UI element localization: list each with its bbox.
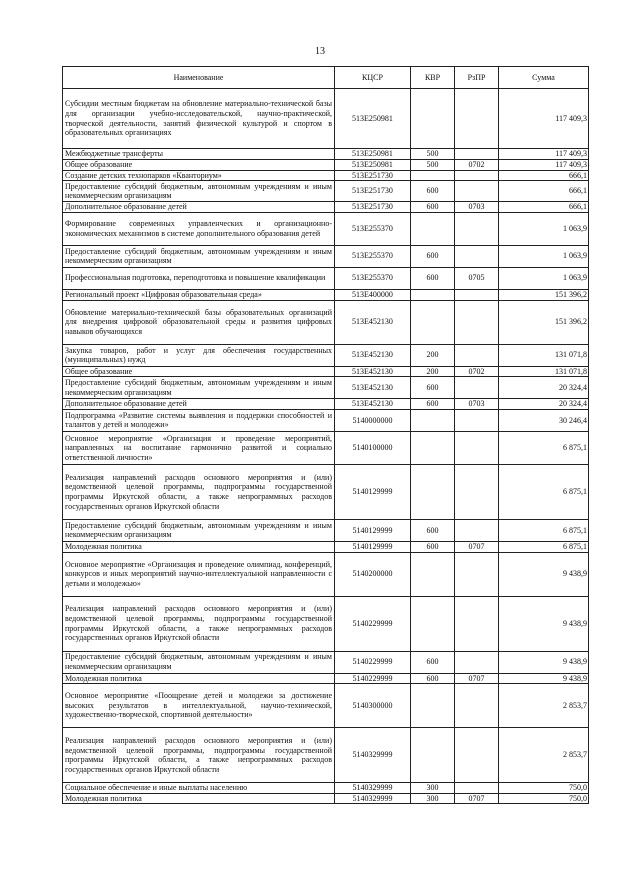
cell-rzpr: 0702 (455, 160, 499, 171)
table-row (63, 181, 589, 202)
table-row (63, 464, 589, 519)
header-kvr: КВР (411, 67, 455, 89)
cell-kcsr: 5140329999 (335, 793, 411, 804)
cell-rzpr (455, 149, 499, 160)
cell-kcsr: 5140129999 (335, 541, 411, 552)
cell-rzpr (455, 651, 499, 673)
cell-sum: 30 246,4 (499, 409, 589, 431)
cell-kvr (411, 289, 455, 300)
cell-name: Предоставление субсидий бюджетным, автономным учреждениям и иным некоммерческим организациям (63, 519, 335, 541)
cell-sum: 9 438,9 (499, 673, 589, 684)
cell-name: Основное мероприятие «Поощрение детей и молодежи за достижение высоких результатов в интеллектуальной, научно-технической, художественно-творческой, спортивной деятельности» (63, 684, 335, 728)
header-rzpr: РзПР (455, 67, 499, 89)
cell-rzpr: 0703 (455, 399, 499, 410)
table-row (63, 89, 589, 149)
cell-sum: 131 071,8 (499, 344, 589, 366)
table-row (63, 541, 589, 552)
cell-name: Молодежная политика (63, 673, 335, 684)
cell-name: Молодежная политика (63, 541, 335, 552)
cell-kvr (411, 728, 455, 783)
cell-kvr: 600 (411, 202, 455, 213)
cell-kcsr: 513Е452130 (335, 366, 411, 377)
cell-kvr (411, 431, 455, 464)
cell-rzpr (455, 212, 499, 245)
cell-kcsr: 513Е251730 (335, 170, 411, 181)
header-sum: Сумма (499, 67, 589, 89)
header-name: Наименование (63, 67, 335, 89)
cell-kcsr: 5140229999 (335, 651, 411, 673)
cell-sum: 20 324,4 (499, 377, 589, 399)
cell-name: Региональный проект «Цифровая образовательная среда» (63, 289, 335, 300)
cell-kvr: 200 (411, 344, 455, 366)
cell-kcsr: 5140129999 (335, 464, 411, 519)
table-row (63, 377, 589, 399)
table-row (63, 684, 589, 728)
cell-sum: 1 063,9 (499, 245, 589, 267)
cell-name: Реализация направлений расходов основного мероприятия и (или) ведомственной целевой программы, подпрограммы государственной программы Иркутской области, а также непрограммных расходов государственных органов Иркутской области (63, 464, 335, 519)
cell-kvr: 600 (411, 181, 455, 202)
cell-kcsr: 5140229999 (335, 673, 411, 684)
cell-sum: 6 875,1 (499, 519, 589, 541)
budget-table (62, 66, 589, 804)
cell-sum: 9 438,9 (499, 651, 589, 673)
table-row (63, 366, 589, 377)
cell-kvr (411, 596, 455, 651)
cell-name: Реализация направлений расходов основного мероприятия и (или) ведомственной целевой программы, подпрограммы государственной программы Иркутской области, а также непрограммных расходов государственных органов Иркутской области (63, 596, 335, 651)
cell-rzpr (455, 289, 499, 300)
cell-sum: 1 063,9 (499, 212, 589, 245)
table-row (63, 149, 589, 160)
table-row (63, 300, 589, 344)
table-row (63, 728, 589, 783)
cell-kcsr: 5140000000 (335, 409, 411, 431)
cell-rzpr (455, 596, 499, 651)
table-row (63, 399, 589, 410)
cell-sum: 151 396,2 (499, 300, 589, 344)
cell-sum: 6 875,1 (499, 464, 589, 519)
cell-rzpr: 0707 (455, 673, 499, 684)
cell-kvr (411, 212, 455, 245)
cell-kcsr: 513Е452130 (335, 399, 411, 410)
cell-name: Молодежная политика (63, 793, 335, 804)
cell-kcsr: 5140329999 (335, 783, 411, 794)
table-row (63, 783, 589, 794)
cell-name: Межбюджетные трансферты (63, 149, 335, 160)
cell-kvr: 600 (411, 245, 455, 267)
cell-sum: 2 853,7 (499, 728, 589, 783)
table-row (63, 245, 589, 267)
cell-name: Предоставление субсидий бюджетным, автономным учреждениям и иным некоммерческим организациям (63, 181, 335, 202)
cell-kvr (411, 684, 455, 728)
cell-kcsr: 5140129999 (335, 519, 411, 541)
cell-kvr: 200 (411, 366, 455, 377)
cell-rzpr (455, 684, 499, 728)
cell-sum: 666,1 (499, 170, 589, 181)
cell-kvr (411, 552, 455, 596)
cell-kcsr: 513Е251730 (335, 202, 411, 213)
table-row (63, 673, 589, 684)
cell-name: Предоставление субсидий бюджетным, автономным учреждениям и иным некоммерческим организациям (63, 245, 335, 267)
header-kcsr: КЦСР (335, 67, 411, 89)
cell-kvr: 600 (411, 519, 455, 541)
cell-sum: 20 324,4 (499, 399, 589, 410)
table-row (63, 170, 589, 181)
cell-kcsr: 513Е250981 (335, 89, 411, 149)
table-row (63, 651, 589, 673)
table-header-row (63, 67, 589, 89)
table-row (63, 552, 589, 596)
table-row (63, 431, 589, 464)
cell-rzpr (455, 783, 499, 794)
cell-kvr (411, 89, 455, 149)
cell-name: Общее образование (63, 160, 335, 171)
cell-rzpr: 0705 (455, 267, 499, 289)
table-row (63, 793, 589, 804)
cell-name: Основное мероприятие «Организация и проведение олимпиад, конференций, конкурсов и иных мероприятий научно-интеллектуальной направленности с детьми и молодежью» (63, 552, 335, 596)
cell-name: Субсидии местным бюджетам на обновление материально-технической базы для организации учебно-исследовательской, научно-практической, творческой деятельности, занятий физической культурой и спортом в образовательных организациях (63, 89, 335, 149)
cell-kvr: 600 (411, 673, 455, 684)
cell-rzpr (455, 409, 499, 431)
cell-rzpr (455, 519, 499, 541)
cell-rzpr (455, 170, 499, 181)
table-row (63, 212, 589, 245)
cell-name: Социальное обеспечение и иные выплаты населению (63, 783, 335, 794)
cell-name: Профессиональная подготовка, переподготовка и повышение квалификации (63, 267, 335, 289)
cell-sum: 117 409,3 (499, 149, 589, 160)
cell-name: Обновление материально-технической базы образовательных организаций для внедрения цифровой образовательной среды и развития цифровых навыков обучающихся (63, 300, 335, 344)
cell-kvr (411, 300, 455, 344)
cell-kcsr: 513Е400000 (335, 289, 411, 300)
cell-kcsr: 513Е255370 (335, 267, 411, 289)
cell-rzpr (455, 300, 499, 344)
table-row (63, 519, 589, 541)
cell-rzpr (455, 377, 499, 399)
table-row (63, 596, 589, 651)
cell-kcsr: 513Е251730 (335, 181, 411, 202)
table-body (63, 89, 589, 804)
cell-kvr: 600 (411, 651, 455, 673)
cell-sum: 117 409,3 (499, 160, 589, 171)
cell-rzpr: 0707 (455, 541, 499, 552)
cell-kcsr: 513Е452130 (335, 300, 411, 344)
cell-sum: 9 438,9 (499, 596, 589, 651)
cell-sum: 1 063,9 (499, 267, 589, 289)
cell-sum: 151 396,2 (499, 289, 589, 300)
cell-kcsr: 5140100000 (335, 431, 411, 464)
cell-kvr (411, 170, 455, 181)
cell-sum: 117 409,3 (499, 89, 589, 149)
cell-kvr: 600 (411, 541, 455, 552)
cell-name: Создание детских технопарков «Кванториум» (63, 170, 335, 181)
cell-rzpr (455, 344, 499, 366)
cell-name: Основное мероприятие «Организация и проведение мероприятий, направленных на воспитание гармонично развитой и социально ответственной личности» (63, 431, 335, 464)
table-row (63, 409, 589, 431)
cell-sum: 9 438,9 (499, 552, 589, 596)
cell-kcsr: 513Е452130 (335, 344, 411, 366)
cell-sum: 750,0 (499, 783, 589, 794)
cell-sum: 131 071,8 (499, 366, 589, 377)
cell-sum: 666,1 (499, 202, 589, 213)
cell-kcsr: 5140329999 (335, 728, 411, 783)
cell-kvr (411, 409, 455, 431)
cell-name: Дополнительное образование детей (63, 399, 335, 410)
cell-kvr: 600 (411, 267, 455, 289)
cell-name: Предоставление субсидий бюджетным, автономным учреждениям и иным некоммерческим организациям (63, 651, 335, 673)
cell-kcsr: 513Е250981 (335, 149, 411, 160)
table-row (63, 202, 589, 213)
cell-kcsr: 5140200000 (335, 552, 411, 596)
cell-kvr: 600 (411, 377, 455, 399)
cell-rzpr (455, 245, 499, 267)
cell-kcsr: 5140300000 (335, 684, 411, 728)
cell-kvr (411, 464, 455, 519)
cell-rzpr (455, 552, 499, 596)
cell-rzpr (455, 89, 499, 149)
cell-name: Предоставление субсидий бюджетным, автономным учреждениям и иным некоммерческим организациям (63, 377, 335, 399)
cell-rzpr: 0702 (455, 366, 499, 377)
cell-kcsr: 5140229999 (335, 596, 411, 651)
cell-name: Закупка товаров, работ и услуг для обеспечения государственных (муниципальных) нужд (63, 344, 335, 366)
cell-name: Реализация направлений расходов основного мероприятия и (или) ведомственной целевой программы, подпрограммы государственной программы Иркутской области, а также непрограммных расходов государственных органов Иркутской области (63, 728, 335, 783)
cell-kvr: 600 (411, 399, 455, 410)
cell-name: Подпрограмма «Развитие системы выявления и поддержки способностей и талантов у детей и молодежи» (63, 409, 335, 431)
page-number: 13 (315, 46, 325, 57)
cell-rzpr (455, 464, 499, 519)
cell-kvr: 300 (411, 793, 455, 804)
cell-name: Дополнительное образование детей (63, 202, 335, 213)
cell-sum: 2 853,7 (499, 684, 589, 728)
table-row (63, 289, 589, 300)
cell-kvr: 500 (411, 160, 455, 171)
cell-kvr: 300 (411, 783, 455, 794)
cell-name: Общее образование (63, 366, 335, 377)
cell-rzpr: 0703 (455, 202, 499, 213)
cell-kvr: 500 (411, 149, 455, 160)
table-row (63, 160, 589, 171)
cell-kcsr: 513Е452130 (335, 377, 411, 399)
cell-name: Формирование современных управленческих и организационно-экономических механизмов в системе дополнительного образования детей (63, 212, 335, 245)
cell-rzpr (455, 728, 499, 783)
cell-rzpr (455, 181, 499, 202)
cell-kcsr: 513Е255370 (335, 212, 411, 245)
cell-kcsr: 513Е250981 (335, 160, 411, 171)
cell-kcsr: 513Е255370 (335, 245, 411, 267)
cell-sum: 750,0 (499, 793, 589, 804)
cell-rzpr (455, 431, 499, 464)
table-row (63, 267, 589, 289)
table-row (63, 344, 589, 366)
cell-sum: 6 875,1 (499, 431, 589, 464)
cell-sum: 6 875,1 (499, 541, 589, 552)
cell-sum: 666,1 (499, 181, 589, 202)
cell-rzpr: 0707 (455, 793, 499, 804)
